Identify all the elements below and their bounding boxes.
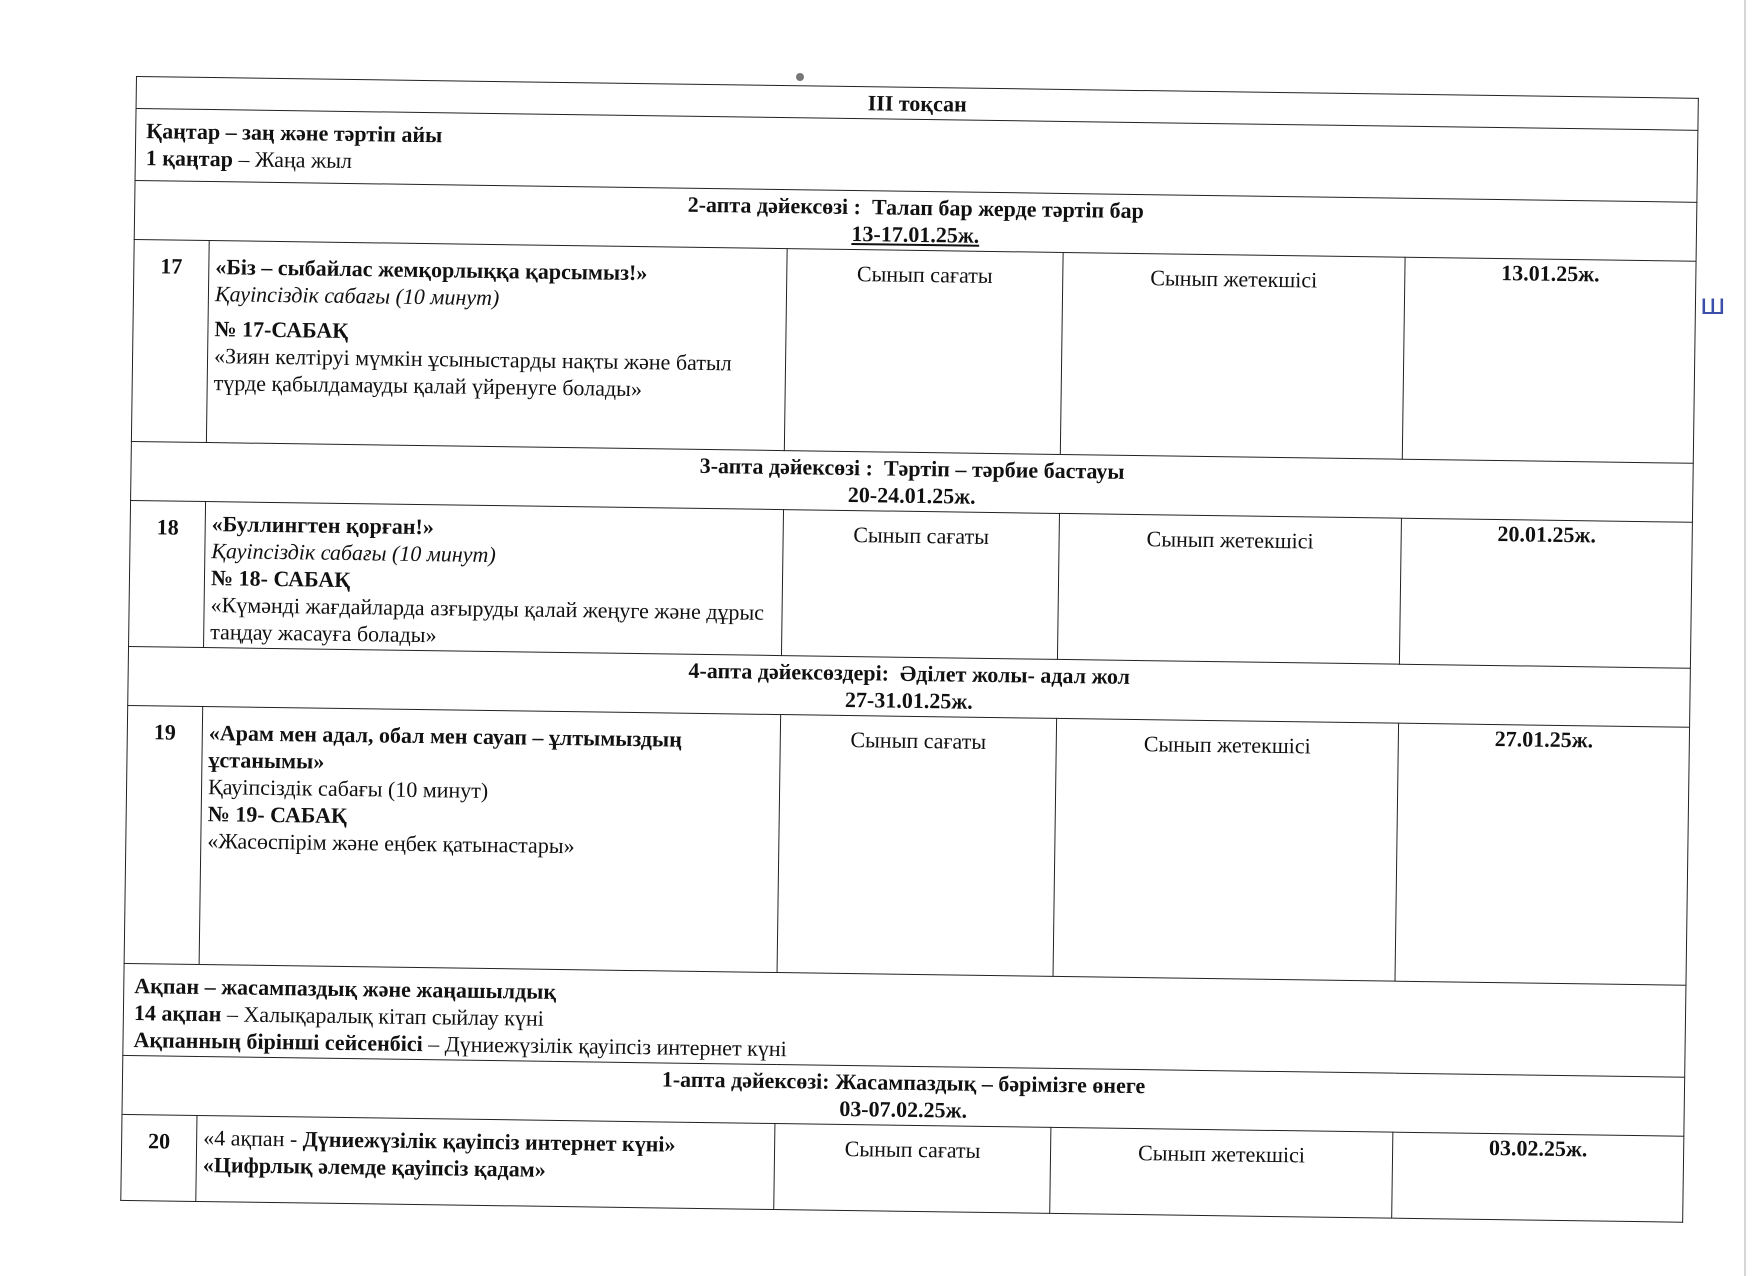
responsible-cell: Сынып жетекшісі [1050, 1127, 1393, 1218]
february-day-1: 14 ақпан – Халықаралық кітап сыйлау күні [133, 1000, 545, 1031]
row-number: 19 [124, 705, 203, 964]
form-cell: Сынып сағаты [784, 249, 1063, 455]
table-row [124, 705, 1690, 985]
february-day-2: Ақпанның бірінші сейсенбісі – Дүниежүзілік қауіпсіз интернет күні [133, 1027, 787, 1062]
event-cell [206, 241, 787, 451]
week-range: 27-31.01.25ж. [844, 686, 973, 714]
lesson-description: «Жасөспірім және еңбек қатынастары» [207, 828, 575, 859]
safety-lesson: Қауіпсіздік сабағы (10 минут) [211, 538, 496, 568]
week-motto: 1-апта дәйексөзі: Жасампаздық – бәрімізге өнеге 03-07.02.25ж. [122, 1055, 1685, 1136]
january-theme: Қаңтар – заң және тәртіп айы [146, 118, 443, 148]
event-subtitle: «Цифрлық әлемде қауіпсіз қадам» [202, 1152, 546, 1182]
week-motto: 4-апта дәйексөздері: Әділет жолы- адал жол 27-31.01.25ж. [128, 646, 1691, 727]
page-edge [1744, 0, 1746, 1276]
february-theme: Ақпан – жасампаздық және жаңашылдық [134, 973, 557, 1004]
lesson-number: № 17-САБАҚ [214, 316, 349, 343]
pen-mark: ꟺ [1700, 290, 1726, 321]
week-motto: 3-апта дәйексөзі : Тәртіп – тәрбие бастауы 20-24.01.25ж. [131, 441, 1694, 522]
lesson-description: «Күмәнді жағдайларда азғыруды қалай жеңуге және дұрыс таңдау жасауға болады» [210, 592, 765, 648]
table-row [129, 500, 1693, 668]
week-range: 13-17.01.25ж. [851, 221, 980, 248]
responsible-cell: Сынып жетекшісі [1057, 513, 1401, 664]
row-number: 20 [121, 1114, 197, 1201]
week-range: 20-24.01.25ж. [847, 481, 976, 509]
safety-lesson: Қауіпсіздік сабағы (10 минут) [214, 281, 500, 311]
event-cell [199, 706, 781, 972]
event-title: «Біз – сыбайлас жемқорлыққа қарсымыз!» [215, 254, 648, 286]
week-motto: 2-апта дәйексөзі : Талап бар жерде тәртіп бар 13-17.01.25ж. [134, 180, 1697, 261]
event-cell [196, 1115, 775, 1209]
quarter-title: III тоқсан [136, 77, 1698, 131]
form-cell: Сынып сағаты [777, 715, 1057, 977]
row-number: 17 [131, 239, 209, 442]
form-cell: Сынып сағаты [781, 510, 1059, 660]
scan-dot [796, 73, 804, 81]
date-cell: 03.02.25ж. [1392, 1132, 1684, 1222]
date-cell: 20.01.25ж. [1399, 518, 1692, 668]
safety-lesson: Қауіпсіздік сабағы (10 минут) [207, 774, 489, 803]
event-title: «Буллингтен қорған!» [211, 511, 435, 540]
responsible-cell: Сынып жетекшісі [1060, 252, 1405, 459]
date-cell: 27.01.25ж. [1395, 723, 1690, 985]
row-number: 18 [129, 500, 206, 647]
january-holiday: 1 қаңтар – Жаңа жыл [145, 145, 353, 174]
event-title: «4 ақпан - Дүниежүзілік қауіпсіз интернет күні» [203, 1125, 676, 1157]
event-title: «Арам мен адал, обал мен сауап – ұлтымыздың ұстанымы» [208, 720, 683, 774]
plan-sheet [120, 76, 1698, 1254]
lesson-number: № 19- САБАҚ [207, 801, 348, 829]
table-row [131, 239, 1696, 463]
lesson-description: «Зиян келтіруі мүмкін ұсыныстарды нақты және батыл түрде қабылдамауды қалай үйренуге болады» [213, 343, 732, 402]
lesson-number: № 18- САБАҚ [210, 565, 351, 593]
date-cell: 13.01.25ж. [1402, 257, 1696, 463]
event-cell [204, 502, 784, 656]
responsible-cell: Сынып жетекшісі [1053, 718, 1399, 981]
form-cell: Сынып сағаты [774, 1124, 1051, 1214]
week-range: 03-07.02.25ж. [839, 1095, 968, 1123]
plan-table [120, 76, 1699, 1223]
